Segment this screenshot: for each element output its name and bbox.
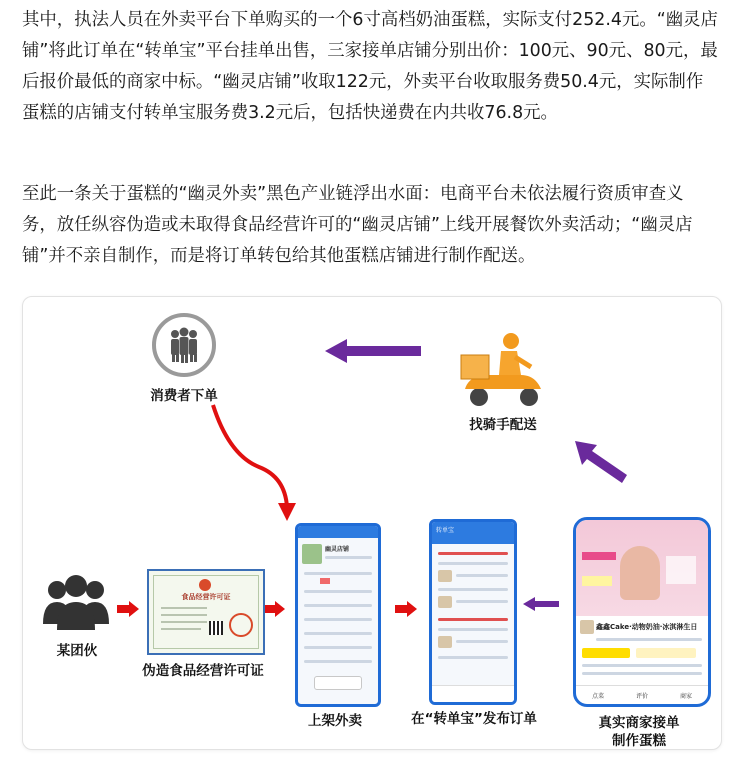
listing-shop-name: 幽灵店铺 xyxy=(325,546,350,553)
qr-code xyxy=(209,621,223,635)
merchant-photo xyxy=(620,546,660,600)
supply-chain-figure xyxy=(22,296,722,750)
red-arrow-1 xyxy=(117,601,139,617)
paragraph-1: 其中，执法人员在外卖平台下单购买的一个6寸高档奶油蛋糕，实际支付252.4元。“幽灵店铺”将此订单在“转单宝”平台挂单出售，三家接单店铺分别出价：100元、90元、80元，最后报价最低的商家中标。“幽灵店铺”收取122元，外卖平台收取服务费50.4元，实际制作蛋糕的店铺支付转单宝服务费3.2元后，包括快递费在内共收76.8元。 xyxy=(22,10,718,123)
red-arrow-3 xyxy=(395,601,417,617)
red-arrow-2 xyxy=(263,601,285,617)
gang-people-icon xyxy=(43,572,109,630)
paragraph-2: 至此一条关于蛋糕的“幽灵外卖”黑色产业链浮出水面：电商平台未依法履行资质审查义务，放任纵容伪造或未取得食品经营许可的“幽灵店铺”上线开展餐饮外卖活动；“幽灵店铺”并不亲自制作，而是将订单转包给其他蛋糕店铺进行制作配送。 xyxy=(22,184,693,266)
purple-arrow-left xyxy=(523,597,559,611)
transfer-app-name: 转单宝 xyxy=(436,527,455,534)
merchant-tab-shop: 商家 xyxy=(679,692,692,700)
official-seal xyxy=(229,613,253,637)
merchant-label-line2: 制作蛋糕 xyxy=(612,733,666,749)
national-emblem-icon xyxy=(199,579,211,591)
consumer-label: 消费者下单 xyxy=(150,388,218,404)
merchant-shop-title: 鑫鑫Cake·动物奶油·冰淇淋生日 xyxy=(596,623,698,631)
license-doc-title: 食品经营许可证 xyxy=(181,593,231,601)
rider-label: 找骑手配送 xyxy=(469,417,537,433)
transfer-label: 在“转单宝”发布订单 xyxy=(411,711,537,727)
listing-phone-screenshot xyxy=(295,523,381,707)
license-label: 伪造食品经营许可证 xyxy=(142,663,264,679)
food-license-document xyxy=(147,569,265,655)
merchant-label-line1: 真实商家接单 xyxy=(598,715,680,731)
merchant-tab-review: 评价 xyxy=(635,692,648,700)
transfer-app-phone-screenshot xyxy=(429,519,517,705)
listing-label: 上架外卖 xyxy=(308,713,362,729)
merchant-tab-order: 点菜 xyxy=(591,692,604,700)
gang-label: 某团伙 xyxy=(56,643,98,659)
merchant-phone-screenshot xyxy=(573,517,711,707)
